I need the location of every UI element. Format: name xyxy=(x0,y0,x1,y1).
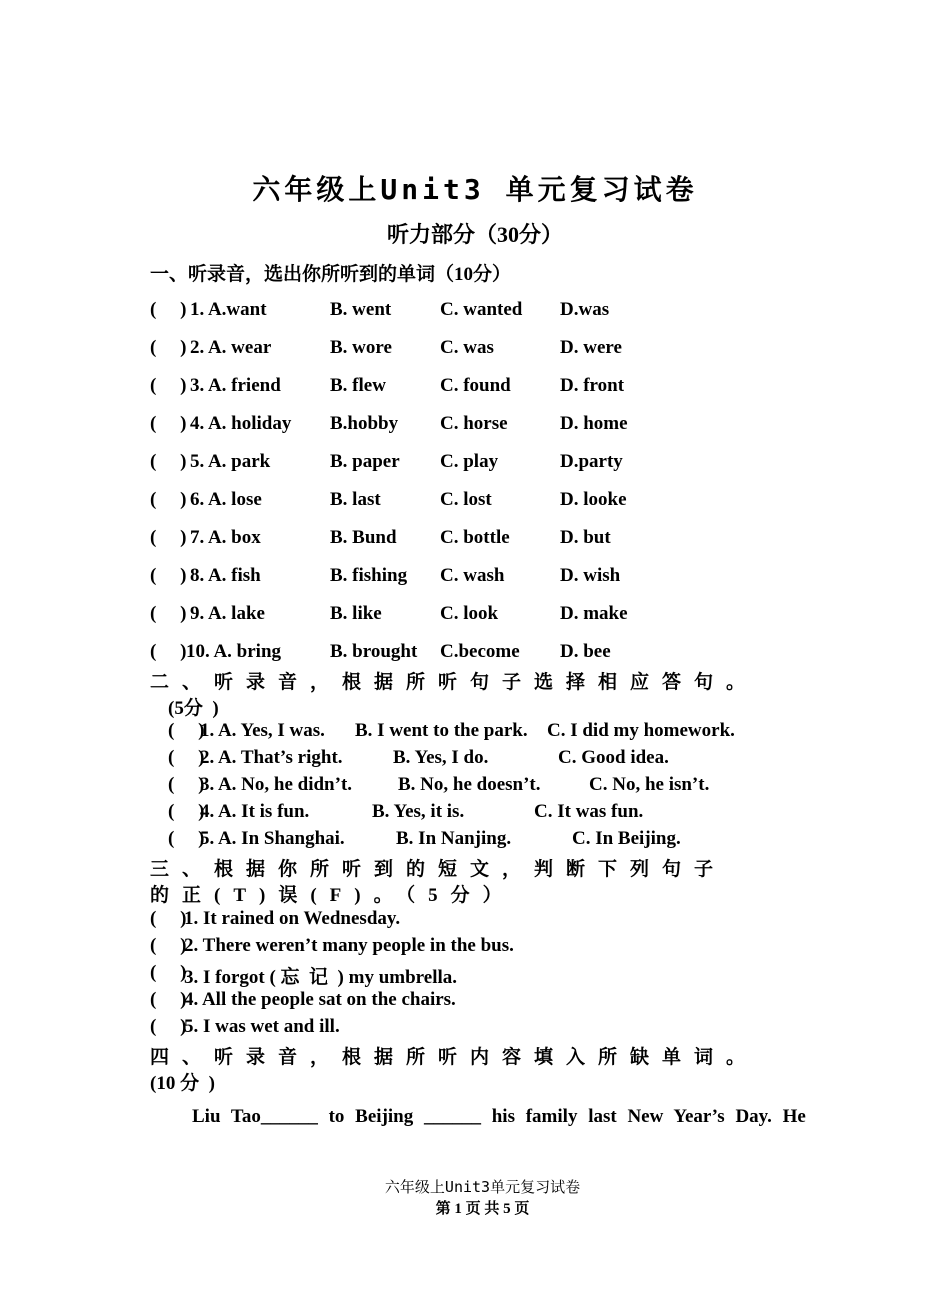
section1-q1-c: C. wanted xyxy=(440,299,523,320)
section1-q8-b: B. fishing xyxy=(330,565,408,586)
section1-q3-d: D. front xyxy=(560,375,625,396)
section1-q7-c: C. bottle xyxy=(440,527,510,548)
section2-q5-a: 5. A. In Shanghai. xyxy=(200,828,345,849)
page-title: 六年级上Unit3 单元复习试卷 xyxy=(252,173,698,206)
section1-q2-c: C. was xyxy=(440,337,494,358)
section1-q10-c: C.become xyxy=(440,641,520,662)
section1-q2-d: D. were xyxy=(560,337,622,358)
section1-q2-num: 2. A. wear xyxy=(190,337,272,358)
section2-q5-b: B. In Nanjing. xyxy=(396,828,512,849)
section1-q10-b: B. brought xyxy=(330,641,418,662)
section1-q7-num: 7. A. box xyxy=(190,527,261,548)
section1-q9-paren: ( ) xyxy=(150,603,187,624)
section2-q4-paren: ( ) xyxy=(168,801,205,822)
section3-item3-text: 3. I forgot ( 忘 记 ) my umbrella. xyxy=(184,967,458,988)
section1-q8-paren: ( ) xyxy=(150,565,187,586)
section3-heading-line1: 三、根据你所听到的短文，判断下列句子 xyxy=(150,859,727,880)
section4-score: (10 分 ) xyxy=(150,1073,215,1094)
section2-q2-c: C. Good idea. xyxy=(558,747,669,768)
section1-q2-paren: ( ) xyxy=(150,337,187,358)
section1-q9-num: 9. A. lake xyxy=(190,603,265,624)
page-footer xyxy=(0,1159,950,1235)
section1-q6-num: 6. A. lose xyxy=(190,489,262,510)
section1-q6-d: D. looke xyxy=(560,489,627,510)
section1-q5-paren: ( ) xyxy=(150,451,187,472)
section2-q3-a: 3. A. No, he didn’t. xyxy=(200,774,353,795)
section1-q5-b: B. paper xyxy=(330,451,400,472)
section2-q3-paren: ( ) xyxy=(168,774,205,795)
section1-q9-c: C. look xyxy=(440,603,499,624)
section3-item5-paren: ( ) xyxy=(150,1016,187,1037)
section2-q1-b: B. I went to the park. xyxy=(355,720,528,741)
section2-q3-b: B. No, he doesn’t. xyxy=(398,774,541,795)
section2-q5-paren: ( ) xyxy=(168,828,205,849)
section2-q2-b: B. Yes, I do. xyxy=(393,747,489,768)
section1-q1-d: D.was xyxy=(560,299,610,320)
section1-q1-num: 1. A.want xyxy=(190,299,267,320)
section2-score: (5分 ) xyxy=(168,698,219,719)
section1-q4-paren: ( ) xyxy=(150,413,187,434)
section3-item1-text: 1. It rained on Wednesday. xyxy=(184,908,401,929)
section2-q3-c: C. No, he isn’t. xyxy=(589,774,710,795)
section1-q1-paren: ( ) xyxy=(150,299,187,320)
section2-q4-a: 4. A. It is fun. xyxy=(200,801,310,822)
section3-item2-paren: ( ) xyxy=(150,935,187,956)
section1-q3-c: C. found xyxy=(440,375,511,396)
section1-q9-b: B. like xyxy=(330,603,382,624)
section1-q3-num: 3. A. friend xyxy=(190,375,281,396)
page-subtitle: 听力部分（30分） xyxy=(386,222,563,247)
section1-q8-d: D. wish xyxy=(560,565,621,586)
section2-heading: 二、听录音，根据所听句子选择相应答句。 xyxy=(150,672,759,693)
section1-q8-c: C. wash xyxy=(440,565,505,586)
section1-q5-num: 5. A. park xyxy=(190,451,271,472)
footer-doc-title: 六年级上Unit3单元复习试卷 xyxy=(384,1178,581,1196)
section1-q6-b: B. last xyxy=(330,489,381,510)
section3-item2-text: 2. There weren’t many people in the bus. xyxy=(184,935,514,956)
section3-item4-paren: ( ) xyxy=(150,989,187,1010)
section4-paragraph: Liu Tao______ to Beijing ______ his family last New Year’s Day. He xyxy=(192,1106,806,1127)
section1-q10-paren: ( ) xyxy=(150,641,187,662)
section1-q10-d: D. bee xyxy=(560,641,611,662)
section1-q9-d: D. make xyxy=(560,603,628,624)
section1-q7-d: D. but xyxy=(560,527,611,548)
section3-item3-paren: ( ) xyxy=(150,962,187,983)
section1-q1-b: B. went xyxy=(330,299,392,320)
section1-q4-d: D. home xyxy=(560,413,628,434)
section3-heading-line2: 的正(T)误(F)。（5分） xyxy=(150,885,515,906)
section1-heading: 一、听录音，选出你所听到的单词（10分） xyxy=(150,264,512,285)
section1-q10-num: 10. A. bring xyxy=(186,641,282,662)
section1-q8-num: 8. A. fish xyxy=(190,565,261,586)
section2-q5-c: C. In Beijing. xyxy=(572,828,681,849)
section1-q6-paren: ( ) xyxy=(150,489,187,510)
section4-heading: 四、听录音，根据所听内容填入所缺单词。 xyxy=(150,1047,759,1068)
section3-item1-paren: ( ) xyxy=(150,908,187,929)
section2-q2-a: 2. A. That’s right. xyxy=(200,747,343,768)
section1-q7-b: B. Bund xyxy=(330,527,397,548)
section1-q4-c: C. horse xyxy=(440,413,508,434)
section1-q3-b: B. flew xyxy=(330,375,386,396)
section2-q1-paren: ( ) xyxy=(168,720,205,741)
section1-q4-b: B.hobby xyxy=(330,413,399,434)
section2-q4-c: C. It was fun. xyxy=(534,801,644,822)
section2-q4-b: B. Yes, it is. xyxy=(372,801,465,822)
section3-item4-text: 4. All the people sat on the chairs. xyxy=(184,989,456,1010)
section2-q1-c: C. I did my homework. xyxy=(547,720,735,741)
section1-q6-c: C. lost xyxy=(440,489,492,510)
section1-q5-d: D.party xyxy=(560,451,623,472)
section1-q4-num: 4. A. holiday xyxy=(190,413,292,434)
footer-page-number: 第 1 页 共 5 页 xyxy=(435,1201,530,1217)
section1-q3-paren: ( ) xyxy=(150,375,187,396)
section1-q5-c: C. play xyxy=(440,451,499,472)
section2-q2-paren: ( ) xyxy=(168,747,205,768)
section2-q1-a: 1. A. Yes, I was. xyxy=(200,720,325,741)
section1-q2-b: B. wore xyxy=(330,337,392,358)
section1-q7-paren: ( ) xyxy=(150,527,187,548)
section3-item5-text: 5. I was wet and ill. xyxy=(184,1016,340,1037)
